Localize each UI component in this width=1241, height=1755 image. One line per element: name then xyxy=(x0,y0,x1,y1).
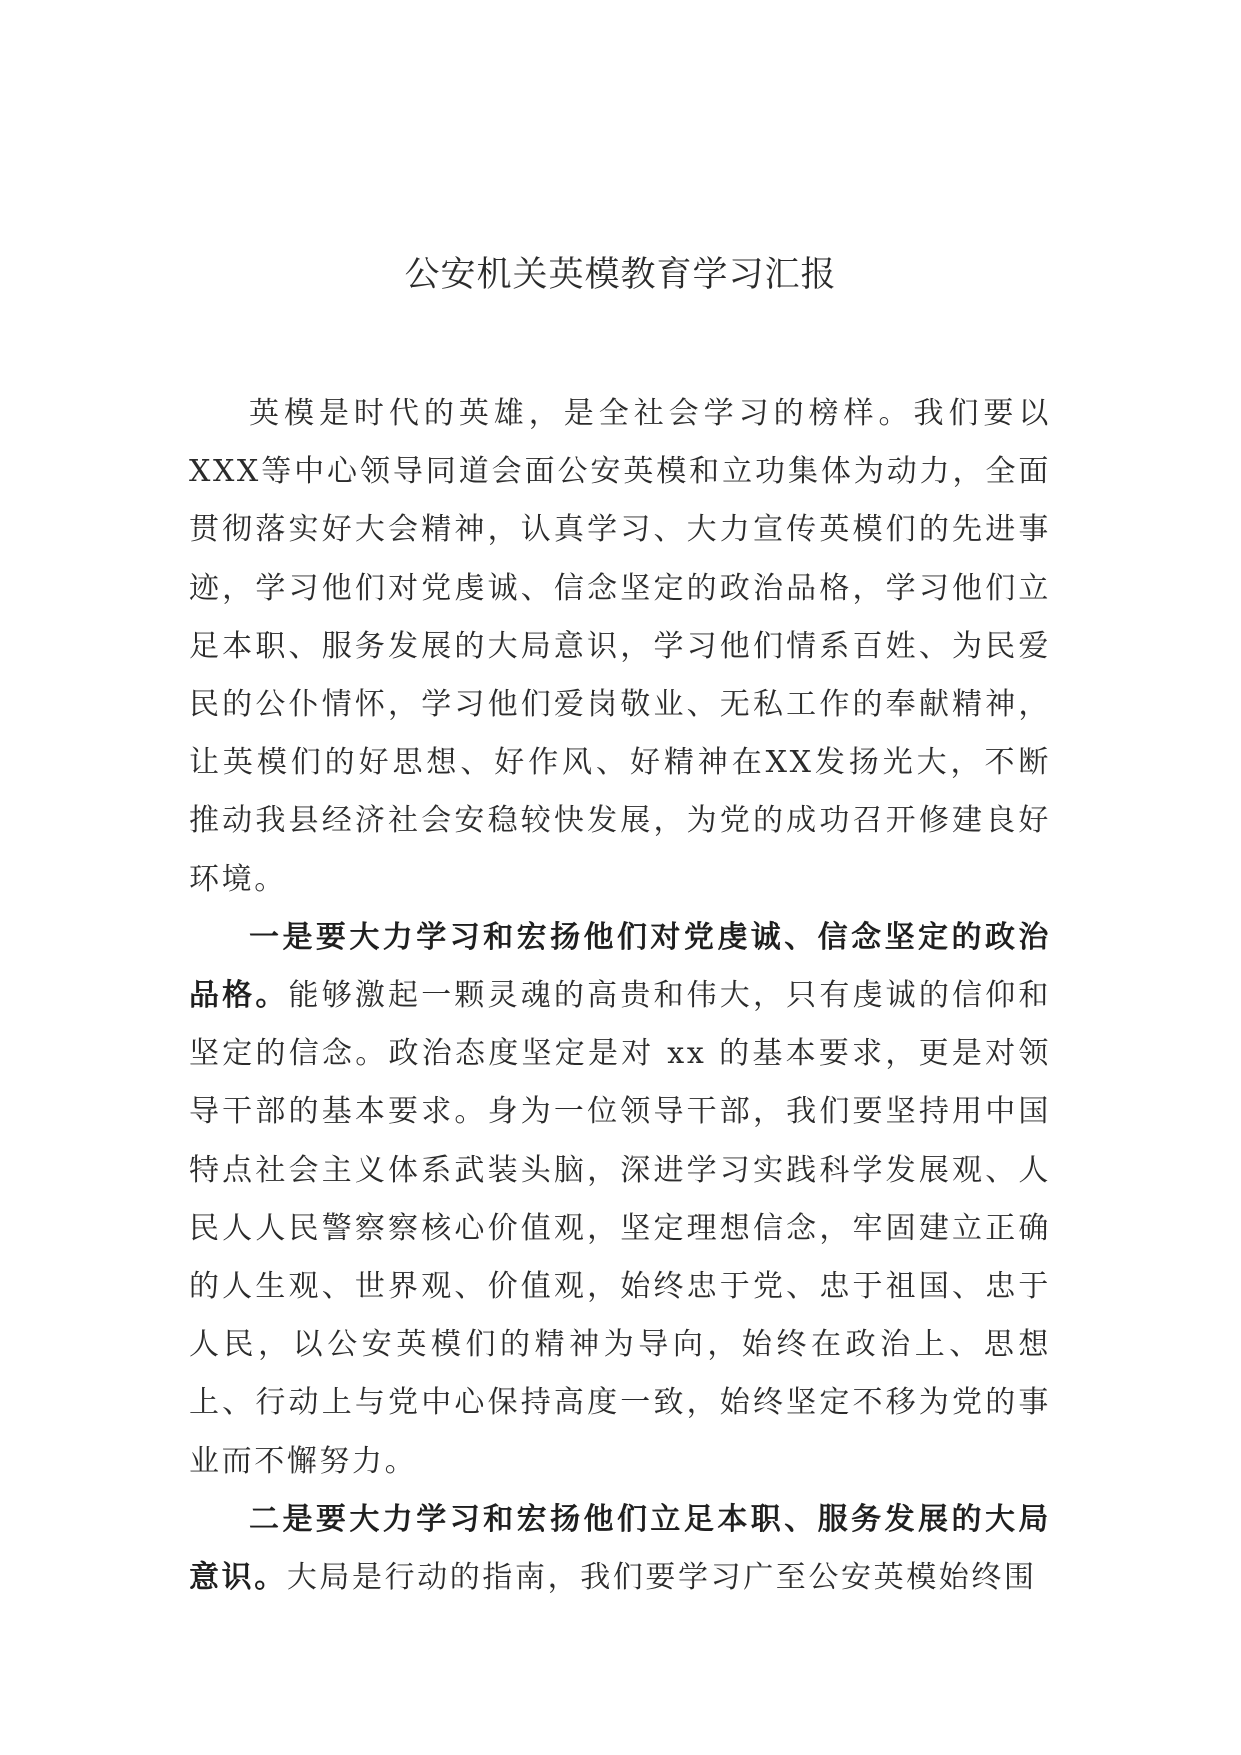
section-heading-2: 二是要大力学习和宏扬他们立足本职、服务发展的大局意识。 xyxy=(189,1501,1051,1596)
section-text-2: 大局是行动的指南，我们要学习广至公安英模始终围 xyxy=(286,1560,1037,1596)
section-paragraph-2 xyxy=(189,1491,1051,1607)
document-title: 公安机关英模教育学习汇报 xyxy=(404,255,837,295)
section-heading-1: 一是要大力学习和宏扬他们对党虔诚、信念坚定的政治品格。 xyxy=(189,919,1051,1014)
intro-paragraph: 英模是时代的英雄，是全社会学习的榜样。我们要以XXX等中心领导同道会面公安英模和立功集体为动力，全面贯彻落实好大会精神，认真学习、大力宣传英模们的先进事迹，学习他们对党虔诚、信念坚定的政治品格，学习他们立足本职、服务发展的大局意识，学习他们情系百姓、为民爱民的公仆情怀，学习他们爱岗敬业、无私工作的奉献精神，让英模们的好思想、好作风、好精神在XX发扬光大，不断推动我县经济社会安稳较快发展，为党的成功召开修建良好环境。 xyxy=(189,396,1051,897)
document-body xyxy=(189,385,1051,1607)
section-text-1: 能够激起一颗灵魂的高贵和伟大，只有虔诚的信仰和坚定的信念。政治态度坚定是对 xx 的基本要求，更是对领导干部的基本要求。身为一位领导干部，我们要坚持用中国特点社会主义体系武装头脑，深进学习实践科学发展观、人民人人民警察察核心价值观，坚定理想信念，牢固建立正确的人生观、世界观、价值观，始终忠于党、忠于祖国、忠于人民，以公安英模们的精神为导向，始终在政治上、思想上、行动上与党中心保持高度一致，始终坚定不移为党的事业而不懈努力。 xyxy=(189,978,1051,1479)
section-paragraph-1 xyxy=(189,909,1051,1491)
